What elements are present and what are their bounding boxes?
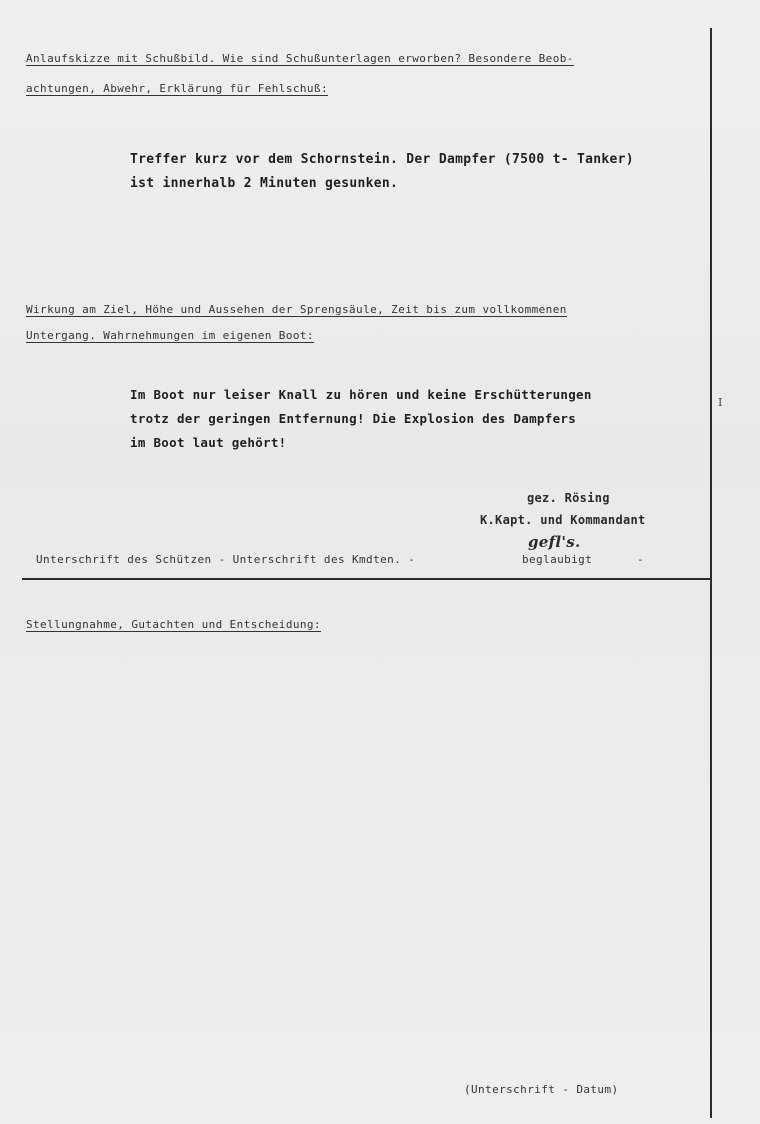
margin-mark: I <box>718 396 723 409</box>
signature-date-caption: (Unterschrift - Datum) <box>464 1083 619 1096</box>
caption-dash: - <box>637 553 645 566</box>
section1-heading-line2: achtungen, Abwehr, Erklärung für Fehlschuß: <box>26 82 328 95</box>
signature-rank: K.Kapt. und Kommandant <box>480 513 646 527</box>
signature-name: gez. Rösing <box>527 491 610 505</box>
section2-text-line1: Im Boot nur leiser Knall zu hören und keine Erschütterungen <box>130 387 592 402</box>
section1-text-line1: Treffer kurz vor dem Schornstein. Der Dampfer (7500 t- Tanker) <box>130 152 634 167</box>
section2-text-line3: im Boot laut gehört! <box>130 435 287 450</box>
section-divider <box>22 578 712 580</box>
section1-text-line2: ist innerhalb 2 Minuten gesunken. <box>130 176 399 191</box>
right-margin-rule <box>710 28 712 1118</box>
section2-heading-line1: Wirkung am Ziel, Höhe und Aussehen der Sprengsäule, Zeit bis zum vollkommenen <box>26 303 567 316</box>
signature-caption: Unterschrift des Schützen - Unterschrift des Kmdten. - <box>36 553 416 566</box>
certified-label: beglaubigt <box>522 553 593 566</box>
handwritten-initials: gefl's. <box>528 533 581 551</box>
section2-text-line2: trotz der geringen Entfernung! Die Explosion des Dampfers <box>130 411 577 426</box>
section1-heading-line1: Anlaufskizze mit Schußbild. Wie sind Schußunterlagen erworben? Besondere Beob- <box>26 52 574 65</box>
section3-heading: Stellungnahme, Gutachten und Entscheidung: <box>26 618 321 631</box>
section2-heading-line2: Untergang. Wahrnehmungen im eigenen Boot: <box>26 329 314 342</box>
